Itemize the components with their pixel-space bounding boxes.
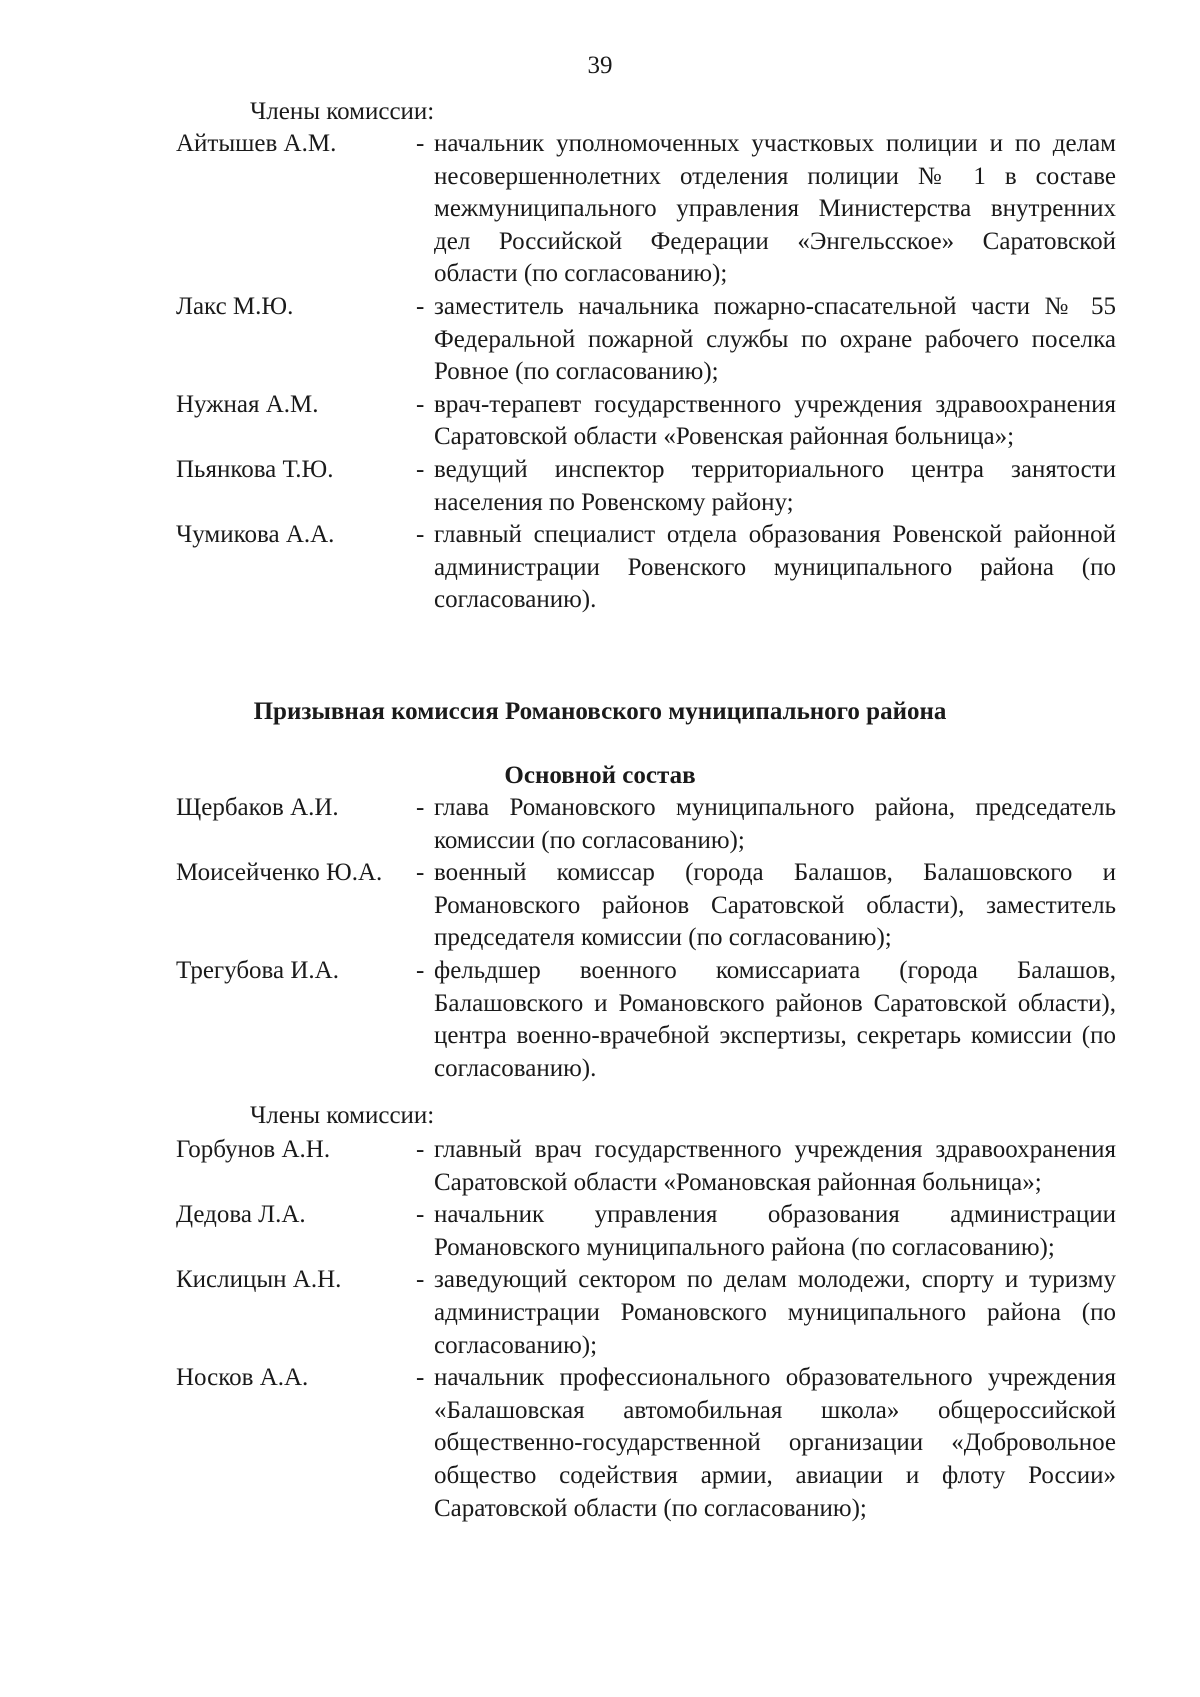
member-dash: - [416, 1364, 425, 1392]
member-dash: - [416, 859, 425, 887]
member-dash: - [416, 1266, 425, 1294]
members-heading: Члены комиссии: [250, 1102, 435, 1129]
member-description: главный врач государственного учреждения здравоохранения Саратовской области «Романовская районная больница»; [434, 1136, 1116, 1196]
member-description: начальник уполномоченных участковых полиции и по делам несовершеннолетних отделения полиции № 1 в составе межмуниципального управления Министерства внутренних дел Российской Федерации «Энгельсское» Саратовской области (по согласованию); [434, 130, 1116, 288]
member-name: Щербаков А.И. [176, 794, 339, 821]
member-description: начальник управления образования администрации Романовского муниципального района (по согласованию); [434, 1201, 1116, 1261]
member-name: Дедова Л.А. [176, 1201, 306, 1229]
member-name: Горбунов А.Н. [176, 1136, 331, 1163]
member-description: врач-терапевт государственного учреждения здравоохранения Саратовской области «Ровенская районная больница»; [434, 390, 1116, 451]
member-name: Кислицын А.Н. [176, 1266, 342, 1294]
member-description: главный специалист отдела образования Ровенской районной администрации Ровенского муниципального района (по согласованию). [434, 521, 1116, 614]
member-description: начальник профессионального образовательного учреждения «Балашовская автомобильная школа» общероссийской общественно-государственной организации «Добровольное общество содействия армии, авиации и флоту России» Саратовской области (по согласованию); [434, 1364, 1116, 1522]
member-row [176, 454, 1116, 519]
member-description: заведующий сектором по делам молодежи, спорту и туризму администрации Романовского муниципального района (по согласованию); [434, 1266, 1116, 1359]
member-dash: - [416, 1136, 425, 1163]
member-row [176, 128, 1116, 291]
member-name: Пьянкова Т.Ю. [176, 455, 334, 483]
member-dash: - [416, 521, 425, 549]
members-heading: Члены комиссии: [250, 98, 435, 125]
member-dash: - [416, 1201, 425, 1229]
member-name: Чумикова А.А. [176, 521, 335, 549]
member-dash: - [416, 390, 425, 418]
member-name: Моисейченко Ю.А. [176, 859, 383, 887]
main-composition-title: Основной состав [504, 762, 696, 789]
member-description: фельдшер военного комиссариата (города Балашов, Балашовского и Романовского районов Саратовской области), центра военно-врачебной экспертизы, секретарь комиссии (по согласованию). [434, 956, 1116, 1082]
member-row [176, 857, 1116, 955]
main-composition-list [176, 792, 1116, 1085]
member-name: Нужная А.М. [176, 390, 319, 418]
member-row [176, 1199, 1116, 1264]
member-description: глава Романовского муниципального района, председатель комиссии (по согласованию); [434, 794, 1116, 854]
member-name: Айтышев А.М. [176, 130, 337, 157]
member-row [176, 1134, 1116, 1199]
member-row [176, 1362, 1116, 1525]
member-row [176, 389, 1116, 454]
member-dash: - [416, 794, 425, 821]
member-row [176, 291, 1116, 389]
member-row [176, 792, 1116, 857]
member-dash: - [416, 292, 425, 320]
member-description: военный комиссар (города Балашов, Балашовского и Романовского районов Саратовской области), заместитель председателя комиссии (по согласованию); [434, 859, 1116, 952]
member-description: заместитель начальника пожарно-спасательной части № 55 Федеральной пожарной службы по охране рабочего поселка Ровное (по согласованию); [434, 292, 1116, 386]
member-name: Лакс М.Ю. [176, 292, 294, 320]
member-name: Трегубова И.А. [176, 956, 339, 984]
members-list [176, 128, 1116, 617]
member-description: ведущий инспектор территориального центра занятости населения по Ровенскому району; [434, 455, 1116, 516]
member-dash: - [416, 956, 425, 984]
member-dash: - [416, 130, 425, 157]
member-row [176, 1264, 1116, 1362]
member-row [176, 955, 1116, 1085]
members-list [176, 1134, 1116, 1525]
member-row [176, 519, 1116, 617]
member-dash: - [416, 455, 425, 483]
section-title: Призывная комиссия Романовского муниципального района [253, 698, 947, 725]
page-number: 39 [587, 52, 613, 79]
member-name: Носков А.А. [176, 1364, 309, 1392]
